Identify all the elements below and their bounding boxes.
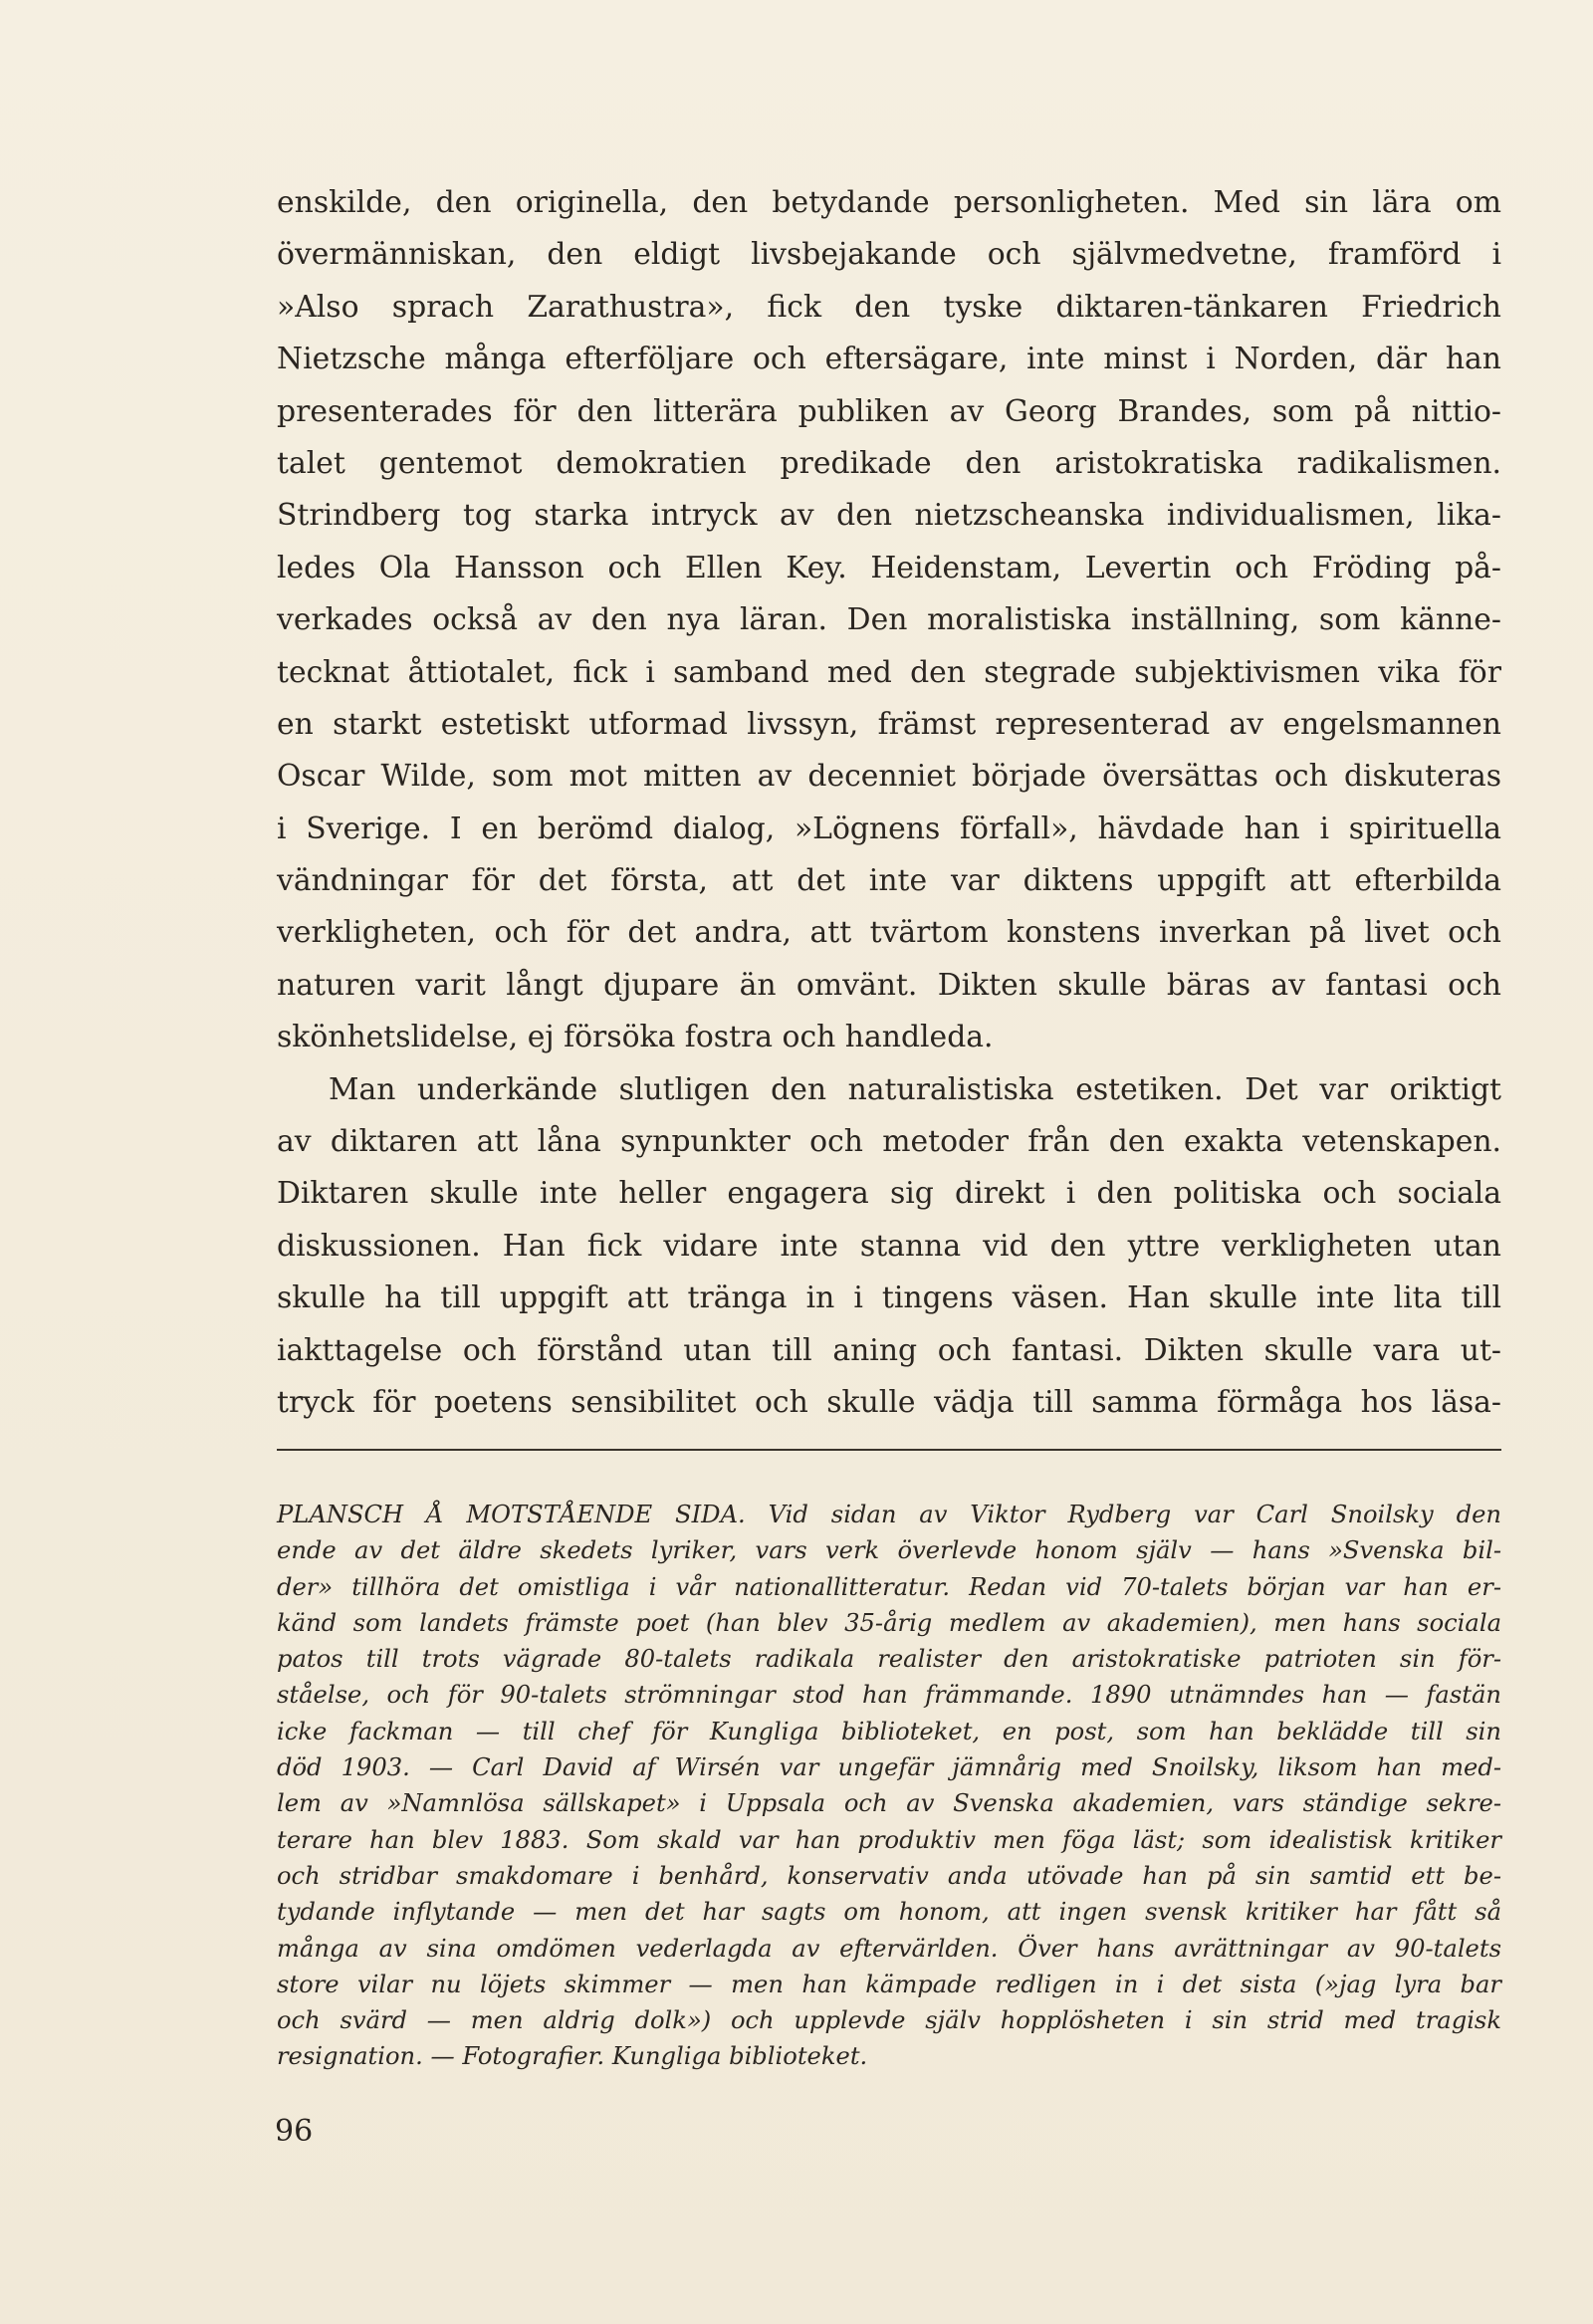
- caption-line: död 1903. — Carl David af Wirsén var ungefär jämnårig med Snoilsky, liksom han med-: [277, 1753, 1501, 1782]
- caption-line: terare han blev 1883. Som skald var han produktiv men föga läst; som idealistisk kritiker: [277, 1825, 1501, 1854]
- body-line: Strindberg tog starka intryck av den nietzscheanska individualismen, lika-: [277, 498, 1501, 534]
- body-line: verkades också av den nya läran. Den moralistiska inställning, som känne-: [277, 602, 1501, 638]
- caption-line: och stridbar smakdomare i benhård, konservativ anda utövade han på sin samtid ett be-: [277, 1861, 1501, 1890]
- caption-line: tydande inflytande — men det har sagts om honom, att ingen svensk kritiker har fått så: [277, 1898, 1501, 1927]
- caption-line: resignation. — Fotografier. Kungliga biblioteket.: [277, 2042, 868, 2071]
- caption-line: ståelse, och för 90-talets strömningar stod han främmande. 1890 utnämndes han — fastän: [277, 1681, 1501, 1710]
- caption-line: många av sina omdömen vederlagda av eftervärlden. Över hans avrättningar av 90-talets: [277, 1934, 1501, 1963]
- caption-line: patos till trots vägrade 80-talets radikala realister den aristokratiske patrioten sin för-: [277, 1645, 1501, 1674]
- body-line: skulle ha till uppgift att tränga in i tingens väsen. Han skulle inte lita till: [277, 1280, 1501, 1316]
- caption-line: store vilar nu löjets skimmer — men han kämpade redligen in i det sista (»jag lyra bar: [277, 1970, 1501, 1998]
- body-line: övermänniskan, den eldigt livsbejakande och självmedvetne, framförd i: [277, 237, 1501, 273]
- caption-line: känd som landets främste poet (han blev 35-årig medlem av akademien), men hans sociala: [277, 1608, 1501, 1637]
- plate-caption: [277, 1497, 1501, 2075]
- body-line: naturen varit långt djupare än omvänt. Dikten skulle bäras av fantasi och: [277, 967, 1501, 1003]
- caption-line: icke fackman — till chef för Kungliga biblioteket, en post, som han beklädde till sin: [277, 1717, 1501, 1745]
- caption-line: der» tillhöra det omistliga i vår nationallitteratur. Redan vid 70-talets början var han er-: [277, 1572, 1501, 1601]
- body-line: »Also sprach Zarathustra», fick den tyske diktaren-tänkaren Friedrich: [277, 289, 1501, 325]
- body-line: tryck för poetens sensibilitet och skulle vädja till samma förmåga hos läsa-: [277, 1384, 1501, 1420]
- body-text: [277, 177, 1501, 1429]
- caption-line: lem av »Namnlösa sällskapet» i Uppsala och av Svenska akademien, vars ständige sekre-: [277, 1789, 1501, 1818]
- body-line: tecknat åttiotalet, fick i samband med den stegrade subjektivismen vika för: [277, 654, 1501, 690]
- body-line: diskussionen. Han fick vidare inte stanna vid den yttre verkligheten utan: [277, 1228, 1501, 1264]
- body-line: Diktaren skulle inte heller engagera sig direkt i den politiska och sociala: [277, 1176, 1501, 1212]
- footnote-divider: [277, 1449, 1501, 1451]
- body-line: Oscar Wilde, som mot mitten av decenniet började översättas och diskuteras: [277, 759, 1501, 795]
- body-line: Man underkände slutligen den naturalistiska estetiken. Det var oriktigt: [329, 1071, 1501, 1107]
- body-line: vändningar för det första, att det inte var diktens uppgift att efterbilda: [277, 863, 1501, 899]
- body-line: av diktaren att låna synpunkter och metoder från den exakta vetenskapen.: [277, 1124, 1501, 1160]
- body-line: en starkt estetiskt utformad livssyn, främst representerad av engelsmannen: [277, 706, 1501, 742]
- body-line: presenterades för den litterära publiken av Georg Brandes, som på nittio-: [277, 393, 1501, 429]
- body-line: i Sverige. I en berömd dialog, »Lögnens förfall», hävdade han i spirituella: [277, 811, 1501, 846]
- body-line: skönhetslidelse, ej försöka fostra och handleda.: [277, 1020, 994, 1055]
- body-line: ledes Ola Hansson och Ellen Key. Heidenstam, Levertin och Fröding på-: [277, 550, 1501, 585]
- body-line: verkligheten, och för det andra, att tvärtom konstens inverkan på livet och: [277, 915, 1501, 951]
- body-line: enskilde, den originella, den betydande personligheten. Med sin lära om: [277, 185, 1501, 220]
- body-line: Nietzsche många efterföljare och eftersägare, inte minst i Norden, där han: [277, 342, 1501, 377]
- page-number: 96: [275, 2114, 314, 2149]
- body-line: iakttagelse och förstånd utan till aning och fantasi. Dikten skulle vara ut-: [277, 1332, 1501, 1368]
- body-line: talet gentemot demokratien predikade den aristokratiska radikalismen.: [277, 445, 1501, 481]
- caption-line: PLANSCH Å MOTSTÅENDE SIDA. Vid sidan av Viktor Rydberg var Carl Snoilsky den: [277, 1501, 1501, 1528]
- caption-line: och svärd — men aldrig dolk») och upplevde själv hopplösheten i sin strid med tragisk: [277, 2006, 1501, 2035]
- caption-line: ende av det äldre skedets lyriker, vars verk överlevde honom själv — hans »Svenska bil-: [277, 1536, 1501, 1565]
